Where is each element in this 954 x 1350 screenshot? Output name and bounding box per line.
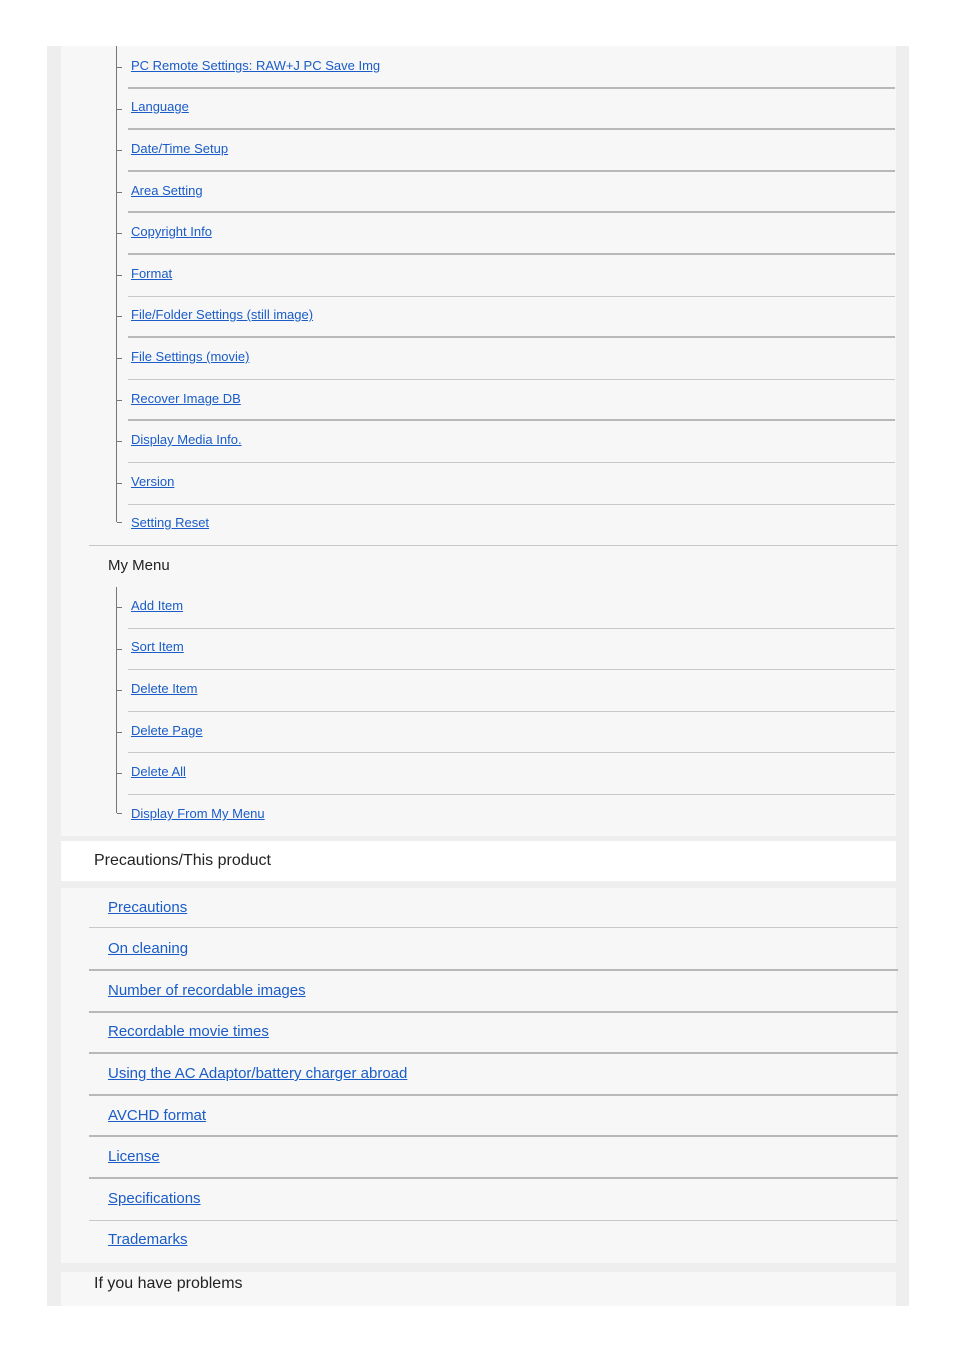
link-version[interactable]: Version — [131, 474, 175, 489]
tree-tick — [117, 649, 122, 650]
link-number-recordable-images[interactable]: Number of recordable images — [108, 982, 306, 999]
link-recover-image-db[interactable]: Recover Image DB — [131, 391, 241, 406]
separator — [89, 1094, 898, 1096]
separator — [128, 253, 895, 255]
link-language[interactable]: Language — [131, 99, 189, 114]
link-sort-item[interactable]: Sort Item — [131, 639, 184, 654]
section-header-precautions — [61, 841, 896, 881]
separator — [128, 211, 895, 213]
separator — [128, 128, 895, 130]
tree-tick — [117, 150, 122, 151]
link-add-item[interactable]: Add Item — [131, 598, 184, 613]
link-copyright-info[interactable]: Copyright Info — [131, 224, 212, 239]
tree-tick — [117, 109, 122, 110]
tree-tick — [117, 275, 122, 276]
separator — [128, 752, 895, 753]
separator — [128, 462, 895, 463]
link-file-settings-movie[interactable]: File Settings (movie) — [131, 349, 250, 364]
link-avchd-format[interactable]: AVCHD format — [108, 1107, 207, 1124]
separator — [128, 170, 895, 172]
separator — [89, 1177, 898, 1179]
separator — [89, 927, 898, 928]
problems-block — [61, 1272, 896, 1306]
link-file-folder-settings[interactable]: File/Folder Settings (still image) — [131, 307, 314, 322]
tree-connector — [116, 46, 117, 522]
link-specifications[interactable]: Specifications — [108, 1190, 201, 1207]
link-delete-all[interactable]: Delete All — [131, 764, 186, 779]
separator — [128, 336, 895, 338]
link-delete-item[interactable]: Delete Item — [131, 681, 198, 696]
separator — [128, 296, 895, 297]
tree-tick — [117, 773, 122, 774]
separator — [128, 379, 895, 380]
tree-tick — [117, 316, 122, 317]
separator — [128, 419, 895, 421]
tree-end — [117, 813, 122, 814]
tree-connector — [116, 587, 117, 813]
tree-tick — [117, 441, 122, 442]
link-area-setting[interactable]: Area Setting — [131, 183, 203, 198]
tree-tick — [117, 690, 122, 691]
tree-tick — [117, 233, 122, 234]
tree-tick — [117, 400, 122, 401]
separator — [89, 1011, 898, 1013]
separator — [89, 545, 898, 546]
separator — [128, 504, 895, 505]
tree-tick — [117, 483, 122, 484]
link-trademarks[interactable]: Trademarks — [108, 1231, 188, 1248]
link-precautions[interactable]: Precautions — [108, 899, 188, 916]
tree-tick — [117, 607, 122, 608]
tree-tick — [117, 358, 122, 359]
link-format[interactable]: Format — [131, 266, 173, 281]
section-title-problems: If you have problems — [94, 1275, 243, 1292]
link-license[interactable]: License — [108, 1148, 160, 1165]
link-display-media-info[interactable]: Display Media Info. — [131, 432, 242, 447]
link-delete-page[interactable]: Delete Page — [131, 723, 203, 738]
tree-end — [117, 522, 122, 523]
setup-and-mymenu-block — [61, 46, 896, 836]
link-date-time-setup[interactable]: Date/Time Setup — [131, 141, 229, 156]
separator — [128, 87, 895, 89]
separator — [128, 628, 895, 629]
tree-tick — [117, 67, 122, 68]
category-my-menu: My Menu — [108, 557, 170, 574]
section-title-precautions: Precautions/This product — [94, 852, 271, 869]
separator — [128, 669, 895, 670]
link-ac-adaptor-abroad[interactable]: Using the AC Adaptor/battery charger abroad — [108, 1065, 408, 1082]
tree-tick — [117, 192, 122, 193]
separator — [128, 794, 895, 795]
separator — [89, 1220, 898, 1221]
link-on-cleaning[interactable]: On cleaning — [108, 940, 189, 957]
toc-panel — [47, 46, 909, 1306]
separator — [89, 1052, 898, 1054]
separator — [89, 969, 898, 971]
link-display-from-my-menu[interactable]: Display From My Menu — [131, 806, 265, 821]
link-setting-reset[interactable]: Setting Reset — [131, 515, 210, 530]
tree-tick — [117, 732, 122, 733]
precautions-block — [61, 888, 896, 1263]
separator — [89, 1135, 898, 1137]
link-recordable-movie-times[interactable]: Recordable movie times — [108, 1023, 269, 1040]
link-pc-remote-raw-j-save[interactable]: PC Remote Settings: RAW+J PC Save Img — [131, 58, 381, 73]
separator — [128, 711, 895, 712]
